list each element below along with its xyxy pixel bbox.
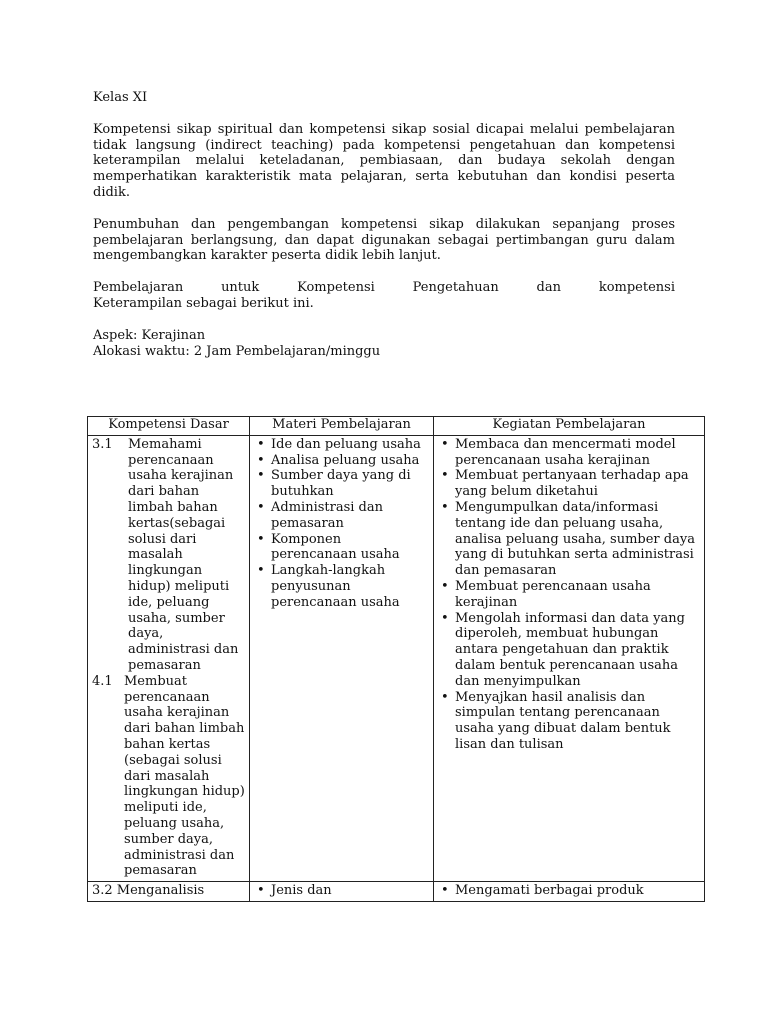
list-item: • Ide dan peluang usaha <box>254 437 429 453</box>
kompetensi-dasar-cell: 3.2 Menganalisis <box>88 882 250 902</box>
list-item: • Membuat pertanyaan terhadap apa yang belum diketahui <box>438 468 700 500</box>
table-row <box>88 882 705 902</box>
list-item: • Membuat perencanaan usaha kerajinan <box>438 579 700 611</box>
kd-4-1 <box>92 674 245 879</box>
list-item: • Membaca dan mencermati model perencanaan usaha kerajinan <box>438 437 700 469</box>
list-item: • Mengumpulkan data/informasi tentang ide dan peluang usaha, analisa peluang usaha, sumber daya yang di butuhkan serta administrasi dan pemasaran <box>438 500 700 579</box>
materi-list <box>254 437 429 611</box>
kegiatan-cell <box>434 882 705 902</box>
paragraph-attitude-competence: Kompetensi sikap spiritual dan kompetensi sikap sosial dicapai melalui pembelajaran tidak langsung (indirect teaching) pada kompetensi pengetahuan dan kompetensi keterampilan melalui keteladanan, pembiasaan, dan budaya sekolah dengan memperhatikan karakteristik mata pelajaran, serta kebutuhan dan kondisi peserta didik. <box>93 121 675 200</box>
header-kegiatan-pembelajaran: Kegiatan Pembelajaran <box>434 417 705 436</box>
list-item: • Jenis dan <box>254 883 429 899</box>
list-item: • Administrasi dan pemasaran <box>254 500 429 532</box>
class-label: Kelas XI <box>93 90 148 105</box>
table-header-row <box>88 417 705 436</box>
aspect-label: Aspek: Kerajinan <box>93 327 206 343</box>
kegiatan-cell <box>434 435 705 881</box>
header-kompetensi-dasar: Kompetensi Dasar <box>88 417 250 436</box>
list-item: • Mengolah informasi dan data yang diperoleh, membuat hubungan antara pengetahuan dan praktik dalam bentuk perencanaan usaha dan menyimpulkan <box>438 611 700 690</box>
kd-number: 3.1 <box>92 436 113 452</box>
kegiatan-list <box>438 437 700 753</box>
paragraph-learning-intro-line2: Keterampilan sebagai berikut ini. <box>93 295 314 311</box>
paragraph-learning-intro-line1: Pembelajaran untuk Kompetensi Pengetahuan dan kompetensi <box>93 280 675 296</box>
materi-cell <box>250 882 434 902</box>
materi-cell <box>250 435 434 881</box>
list-item: • Menyajkan hasil analisis dan simpulan tentang perencanaan usaha yang dibuat dalam bentuk lisan dan tulisan <box>438 690 700 753</box>
kd-text: Membuat perencanaan usaha kerajinan dari bahan limbah bahan kertas (sebagai solusi dari masalah lingkungan hidup) meliputi ide, peluang usaha, sumber daya, administrasi dan pemasaran <box>124 673 245 879</box>
time-allocation-label: Alokasi waktu: 2 Jam Pembelajaran/minggu <box>93 343 381 359</box>
header-materi-pembelajaran: Materi Pembelajaran <box>250 417 434 436</box>
kompetensi-dasar-cell <box>88 435 250 881</box>
kd-number: 4.1 <box>92 673 113 689</box>
paragraph-attitude-development: Penumbuhan dan pengembangan kompetensi sikap dilakukan sepanjang proses pembelajaran berlangsung, dan dapat digunakan sebagai pertimbangan guru dalam mengembangkan karakter peserta didik lebih lanjut. <box>93 216 675 264</box>
list-item: • Mengamati berbagai produk <box>438 883 700 899</box>
kegiatan-list <box>438 883 700 899</box>
kd-3-1 <box>92 437 245 674</box>
learning-plan-table <box>87 416 705 902</box>
document-body <box>93 90 675 359</box>
list-item: • Analisa peluang usaha <box>254 453 429 469</box>
list-item: • Sumber daya yang di butuhkan <box>254 468 429 500</box>
materi-list <box>254 883 429 899</box>
list-item: • Langkah-langkah penyusunan perencanaan usaha <box>254 563 429 610</box>
table-row <box>88 435 705 881</box>
kd-text: Memahami perencanaan usaha kerajinan dari bahan limbah bahan kertas(sebagai solusi dari masalah lingkungan hidup) meliputi ide, peluang usaha, sumber daya, administrasi dan pemasaran <box>128 436 239 673</box>
list-item: • Komponen perencanaan usaha <box>254 532 429 564</box>
